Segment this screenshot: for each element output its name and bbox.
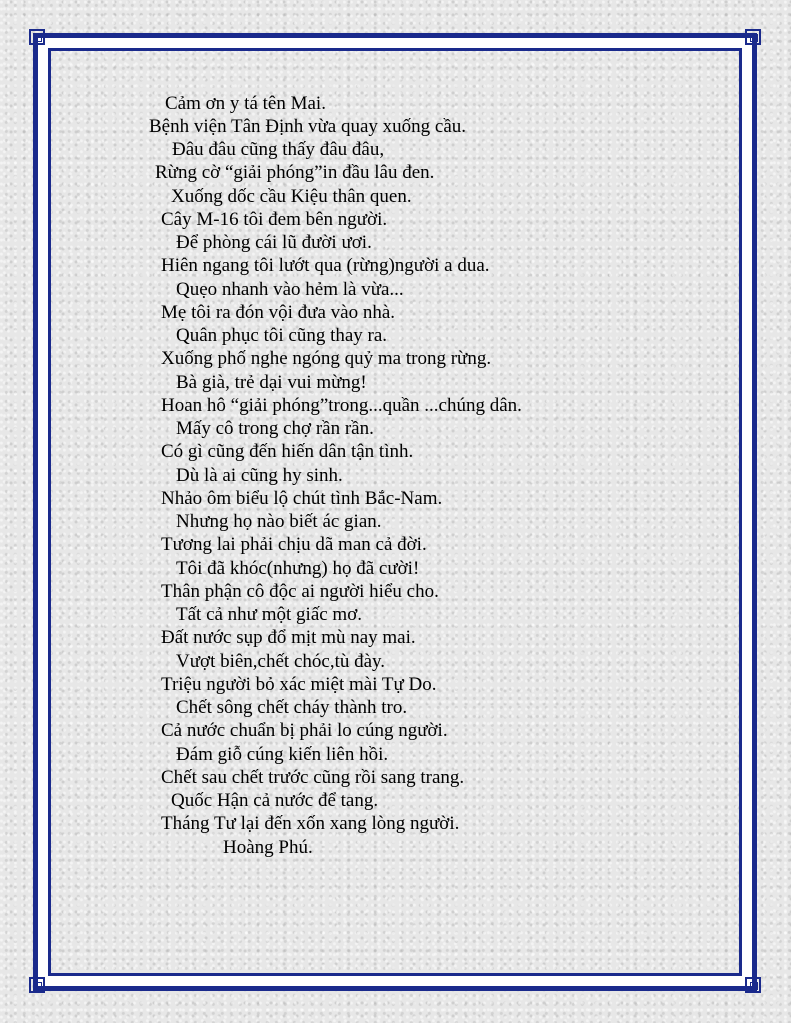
poem-line: Nhưng họ nào biết ác gian. — [176, 511, 382, 532]
poem-line: Nhảo ôm biểu lộ chút tình Bắc-Nam. — [161, 488, 443, 509]
poem-line: Tương lai phải chịu dã man cả đời. — [161, 534, 427, 555]
poem-line: Tôi đã khóc(nhưng) họ đã cười! — [176, 558, 420, 579]
poem-line: Tất cả như một giấc mơ. — [176, 604, 363, 625]
poem-line: Quốc Hận cả nước để tang. — [171, 790, 379, 811]
frame-corner-ornament-top-right — [745, 29, 761, 45]
poem-line: Cây M-16 tôi đem bên người. — [161, 209, 388, 230]
frame-corner-ornament-bottom-right — [745, 977, 761, 993]
poem-line: Chết sau chết trước cũng rồi sang trang. — [161, 767, 465, 788]
poem-line: Bệnh viện Tân Định vừa quay xuống cầu. — [149, 116, 467, 137]
poem-line: Bà già, trẻ dại vui mừng! — [176, 372, 367, 393]
poem-line: Vượt biên,chết chóc,tù đày. — [176, 651, 386, 672]
poem-line: Cảm ơn y tá tên Mai. — [165, 93, 326, 114]
poem-line: Xuống dốc cầu Kiệu thân quen. — [171, 186, 412, 207]
poem-line: Hiên ngang tôi lướt qua (rừng)người a dua. — [161, 255, 490, 276]
frame-corner-ornament-top-left — [29, 29, 45, 45]
poem-line: Xuống phố nghe ngóng quỷ ma trong rừng. — [161, 348, 492, 369]
poem-line: Mẹ tôi ra đón vội đưa vào nhà. — [161, 302, 396, 323]
poem-author: Hoàng Phú. — [223, 837, 313, 858]
poem-line: Triệu người bỏ xác miệt mài Tự Do. — [161, 674, 437, 695]
poem-line: Có gì cũng đến hiến dân tận tình. — [161, 441, 414, 462]
poem-line: Đâu đâu cũng thấy đâu đâu, — [172, 139, 385, 160]
poem-line: Hoan hô “giải phóng”trong...quần ...chúng dân. — [161, 395, 522, 416]
poem-line: Mấy cô trong chợ rần rần. — [176, 418, 374, 439]
poem-line: Đám giỗ cúng kiến liên hồi. — [176, 744, 389, 765]
poem-line: Chết sông chết cháy thành tro. — [176, 697, 408, 718]
poem-line: Rừng cờ “giải phóng”in đầu lâu đen. — [155, 162, 435, 183]
poem-line: Cả nước chuẩn bị phải lo cúng người. — [161, 720, 448, 741]
poem-line: Dù là ai cũng hy sinh. — [176, 465, 343, 486]
poem-line: Quân phục tôi cũng thay ra. — [176, 325, 388, 346]
poem-line: Thân phận cô độc ai người hiểu cho. — [161, 581, 439, 602]
poem-line: Tháng Tư lại đến xốn xang lòng người. — [161, 813, 460, 834]
poem-line: Quẹo nhanh vào hẻm là vừa... — [176, 279, 404, 300]
poem-line: Đất nước sụp đổ mịt mù nay mai. — [161, 627, 416, 648]
frame-corner-ornament-bottom-left — [29, 977, 45, 993]
poem-line: Để phòng cái lũ đười ươi. — [176, 232, 372, 253]
